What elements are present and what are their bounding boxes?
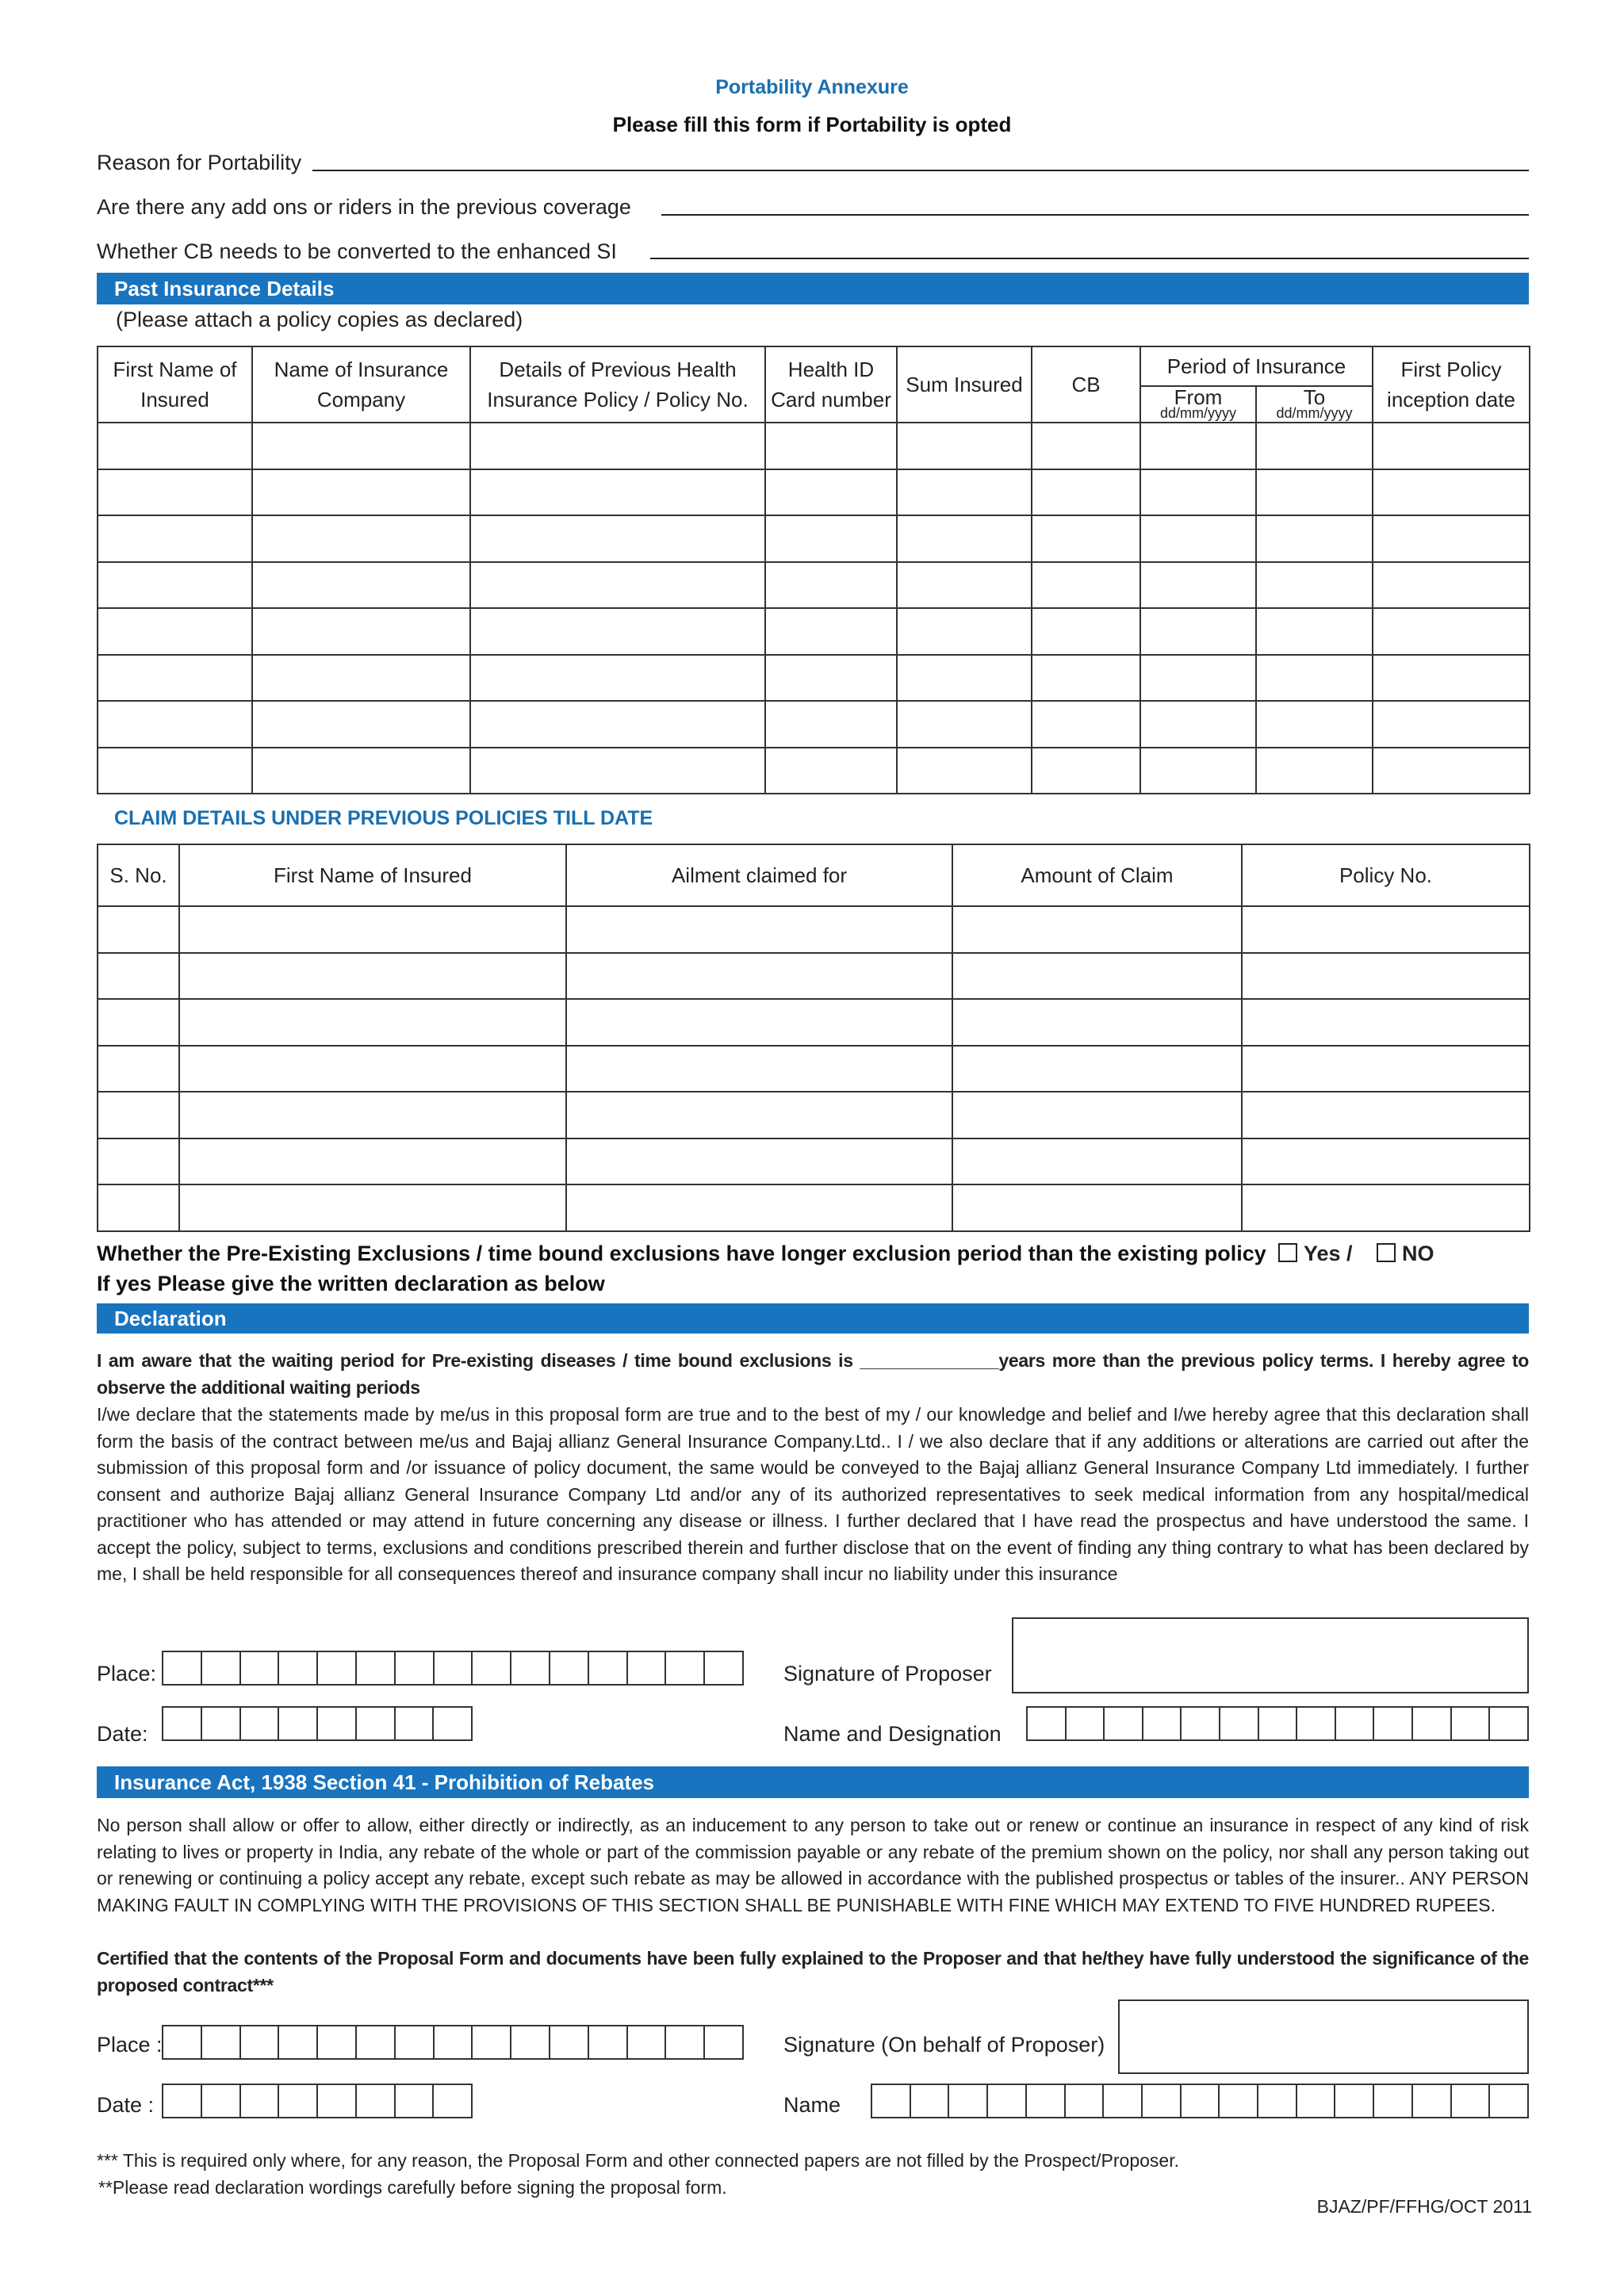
table-cell[interactable] bbox=[1032, 701, 1140, 748]
col-period: Period of Insurance bbox=[1140, 346, 1373, 386]
table-cell[interactable] bbox=[98, 608, 252, 655]
table-cell[interactable] bbox=[252, 701, 470, 748]
char-box[interactable] bbox=[435, 2026, 473, 2058]
table-cell[interactable] bbox=[1242, 906, 1530, 953]
no-option[interactable] bbox=[1377, 1242, 1434, 1266]
table-cell[interactable] bbox=[1032, 608, 1140, 655]
table-cell[interactable] bbox=[98, 562, 252, 609]
table-cell[interactable] bbox=[470, 748, 765, 794]
table-cell[interactable] bbox=[1140, 748, 1256, 794]
table-cell[interactable] bbox=[765, 655, 897, 702]
char-box[interactable] bbox=[241, 2026, 280, 2058]
table-cell[interactable] bbox=[1140, 701, 1256, 748]
table-cell[interactable] bbox=[897, 562, 1032, 609]
table-cell[interactable] bbox=[98, 469, 252, 516]
table-cell[interactable] bbox=[98, 515, 252, 562]
char-box[interactable] bbox=[279, 2085, 318, 2117]
signature-proposer-box[interactable] bbox=[1012, 1617, 1529, 1693]
table-cell[interactable] bbox=[765, 423, 897, 469]
to-label: To bbox=[1303, 385, 1326, 409]
col-first-name: First Name of Insured bbox=[98, 346, 252, 423]
table-cell[interactable] bbox=[1373, 701, 1530, 748]
decl-place-label: Place: bbox=[97, 1662, 157, 1686]
table-cell[interactable] bbox=[98, 1092, 179, 1138]
table-cell[interactable] bbox=[252, 423, 470, 469]
char-box[interactable] bbox=[1336, 1708, 1375, 1739]
table-row bbox=[98, 515, 1530, 562]
rebate-date-label: Date : bbox=[97, 2093, 155, 2117]
col-from bbox=[1140, 386, 1256, 423]
char-box[interactable] bbox=[589, 1652, 628, 1684]
table-row bbox=[98, 608, 1530, 655]
table-row bbox=[98, 1092, 1530, 1138]
table-cell[interactable] bbox=[1256, 701, 1373, 748]
table-cell[interactable] bbox=[566, 1046, 952, 1093]
table-cell[interactable] bbox=[98, 1138, 179, 1185]
table-cell[interactable] bbox=[765, 562, 897, 609]
table-cell[interactable] bbox=[1256, 423, 1373, 469]
char-box[interactable] bbox=[511, 2026, 550, 2058]
char-box[interactable] bbox=[1066, 2085, 1105, 2117]
form-subtitle: Please fill this form if Portability is opted bbox=[612, 113, 1012, 136]
table-cell[interactable] bbox=[179, 906, 566, 953]
char-box[interactable] bbox=[1105, 1708, 1143, 1739]
table-cell[interactable] bbox=[470, 701, 765, 748]
col-to bbox=[1256, 386, 1373, 423]
table-cell[interactable] bbox=[252, 562, 470, 609]
table-cell[interactable] bbox=[1032, 469, 1140, 516]
past-insurance-rows bbox=[98, 423, 1530, 794]
table-cell[interactable] bbox=[98, 748, 252, 794]
col-ailment: Ailment claimed for bbox=[566, 844, 952, 906]
reason-input-line[interactable] bbox=[312, 170, 1529, 171]
table-cell[interactable] bbox=[952, 1092, 1242, 1138]
table-cell[interactable] bbox=[1256, 562, 1373, 609]
char-box[interactable] bbox=[1182, 2085, 1220, 2117]
rebates-text: No person shall allow or offer to allow, either directly or indirectly, as an inducement to any person to take out or renew or continue an insurance in respect of any kind of risk relating to lives or property in India, any rebate of the whole or part of the commission payable or any rebate of the premium shown on the policy, nor shall any person taking out or renewing or continuing a policy accept any rebate, except such rebate as may be allowed in accordance with the published prospectus or tables of the insurer.. ANY PERSON MAKING FAULT IN COMPLYING WITH THE PROVISIONS OF THIS SECTION SHALL BE PUNISHABLE WITH FINE WHICH MAY EXTEND TO FIVE HUNDRED RUPEES. bbox=[97, 1815, 1529, 1915]
table-cell[interactable] bbox=[1242, 1092, 1530, 1138]
table-row bbox=[98, 469, 1530, 516]
table-cell[interactable] bbox=[179, 953, 566, 1000]
table-cell[interactable] bbox=[1373, 423, 1530, 469]
char-box[interactable] bbox=[163, 2026, 202, 2058]
table-cell[interactable] bbox=[1242, 1138, 1530, 1185]
table-row bbox=[98, 953, 1530, 1000]
col-policy-no: Policy No. bbox=[1242, 844, 1530, 906]
form-title: Portability Annexure bbox=[715, 76, 909, 98]
table-cell[interactable] bbox=[470, 469, 765, 516]
rebate-place-boxes[interactable] bbox=[162, 2025, 744, 2060]
table-cell[interactable] bbox=[179, 1184, 566, 1231]
table-cell[interactable] bbox=[566, 1092, 952, 1138]
exclusion-question: Whether the Pre-Existing Exclusions / time bound exclusions have longer exclusion period than the existing policy bbox=[97, 1242, 1266, 1265]
table-cell[interactable] bbox=[566, 999, 952, 1046]
char-box[interactable] bbox=[1413, 1708, 1452, 1739]
table-cell[interactable] bbox=[765, 748, 897, 794]
col-amount: Amount of Claim bbox=[952, 844, 1242, 906]
table-cell[interactable] bbox=[470, 608, 765, 655]
rebates-bar: Insurance Act, 1938 Section 41 - Prohibition of Rebates bbox=[97, 1766, 1529, 1798]
table-cell[interactable] bbox=[179, 1046, 566, 1093]
char-box[interactable] bbox=[434, 1708, 471, 1739]
declaration-bar: Declaration bbox=[97, 1303, 1529, 1334]
col-sno: S. No. bbox=[98, 844, 179, 906]
no-checkbox[interactable] bbox=[1377, 1243, 1396, 1262]
table-cell[interactable] bbox=[179, 999, 566, 1046]
table-cell[interactable] bbox=[98, 953, 179, 1000]
char-box[interactable] bbox=[1143, 2085, 1182, 2117]
decl-date-boxes[interactable] bbox=[162, 1706, 473, 1741]
char-box[interactable] bbox=[1067, 1708, 1105, 1739]
char-box[interactable] bbox=[1104, 2085, 1143, 2117]
name-designation-label: Name and Designation bbox=[783, 1722, 1002, 1746]
table-cell[interactable] bbox=[897, 748, 1032, 794]
char-box[interactable] bbox=[1182, 1708, 1220, 1739]
char-box[interactable] bbox=[434, 2085, 471, 2117]
table-row bbox=[98, 1046, 1530, 1093]
char-box[interactable] bbox=[1452, 1708, 1491, 1739]
footnote-2: **Please read declaration wordings carefully before signing the proposal form. bbox=[98, 2177, 727, 2198]
char-box[interactable] bbox=[550, 2026, 589, 2058]
char-box[interactable] bbox=[163, 1652, 202, 1684]
table-row bbox=[98, 423, 1530, 469]
char-box[interactable] bbox=[1258, 2085, 1297, 2117]
table-row bbox=[98, 906, 1530, 953]
table-cell[interactable] bbox=[897, 423, 1032, 469]
char-box[interactable] bbox=[1028, 1708, 1067, 1739]
cb-label: Whether CB needs to be converted to the enhanced SI bbox=[97, 239, 617, 263]
char-box[interactable] bbox=[628, 2026, 667, 2058]
col-company: Name of Insurance Company bbox=[252, 346, 470, 423]
char-box[interactable] bbox=[202, 2026, 241, 2058]
table-cell[interactable] bbox=[1032, 423, 1140, 469]
table-row bbox=[98, 701, 1530, 748]
table-cell[interactable] bbox=[897, 608, 1032, 655]
addons-label: Are there any add ons or riders in the previous coverage bbox=[97, 195, 631, 219]
char-box[interactable] bbox=[1490, 2085, 1527, 2117]
cb-input-line[interactable] bbox=[650, 258, 1529, 259]
char-box[interactable] bbox=[1220, 2085, 1258, 2117]
table-cell[interactable] bbox=[1373, 608, 1530, 655]
table-cell[interactable] bbox=[252, 469, 470, 516]
table-cell[interactable] bbox=[1242, 1184, 1530, 1231]
table-cell[interactable] bbox=[1032, 655, 1140, 702]
char-box[interactable] bbox=[1374, 1708, 1413, 1739]
table-cell[interactable] bbox=[1140, 469, 1256, 516]
table-cell[interactable] bbox=[98, 999, 179, 1046]
char-box[interactable] bbox=[396, 2026, 435, 2058]
char-box[interactable] bbox=[911, 2085, 950, 2117]
char-box[interactable] bbox=[1374, 2085, 1413, 2117]
col-first-policy: First Policy inception date bbox=[1373, 346, 1530, 423]
table-cell[interactable] bbox=[1242, 999, 1530, 1046]
table-cell[interactable] bbox=[765, 701, 897, 748]
char-box[interactable] bbox=[1143, 1708, 1182, 1739]
signature-proposer-label: Signature of Proposer bbox=[783, 1662, 992, 1686]
yes-option[interactable] bbox=[1278, 1242, 1353, 1266]
table-cell[interactable] bbox=[765, 515, 897, 562]
table-row bbox=[98, 655, 1530, 702]
table-row bbox=[98, 748, 1530, 794]
table-cell[interactable] bbox=[252, 655, 470, 702]
table-cell[interactable] bbox=[1373, 655, 1530, 702]
claims-heading: CLAIM DETAILS UNDER PREVIOUS POLICIES TILL DATE bbox=[114, 807, 653, 829]
table-row bbox=[98, 999, 1530, 1046]
table-cell[interactable] bbox=[470, 655, 765, 702]
table-cell[interactable] bbox=[1032, 562, 1140, 609]
col-details: Details of Previous Health Insurance Policy / Policy No. bbox=[470, 346, 765, 423]
from-label: From bbox=[1174, 385, 1223, 409]
char-box[interactable] bbox=[473, 1652, 511, 1684]
char-box[interactable] bbox=[1297, 2085, 1336, 2117]
char-box[interactable] bbox=[589, 2026, 628, 2058]
char-box[interactable] bbox=[473, 2026, 511, 2058]
char-box[interactable] bbox=[318, 2026, 357, 2058]
char-box[interactable] bbox=[163, 1708, 202, 1739]
char-box[interactable] bbox=[318, 1708, 357, 1739]
char-box[interactable] bbox=[1259, 1708, 1298, 1739]
char-box[interactable] bbox=[1335, 2085, 1374, 2117]
char-box[interactable] bbox=[279, 2026, 318, 2058]
attach-note: (Please attach a policy copies as declared) bbox=[116, 308, 523, 331]
form-code: BJAZ/PF/FFHG/OCT 2011 bbox=[1316, 2196, 1532, 2217]
signature-behalf-box[interactable] bbox=[1118, 1999, 1529, 2074]
char-box[interactable] bbox=[202, 2085, 241, 2117]
char-box[interactable] bbox=[1297, 1708, 1336, 1739]
char-box[interactable] bbox=[949, 2085, 988, 2117]
table-cell[interactable] bbox=[470, 562, 765, 609]
decl-place-boxes[interactable] bbox=[162, 1651, 744, 1686]
yes-label: Yes / bbox=[1304, 1242, 1353, 1265]
waiting-period-statement: I am aware that the waiting period for Pre-existing diseases / time bound exclusions is ______________years more than the previous policy terms. I hereby agree to observe the additional waiting periods bbox=[97, 1350, 1529, 1398]
table-cell[interactable] bbox=[470, 423, 765, 469]
char-box[interactable] bbox=[357, 1652, 396, 1684]
past-insurance-bar: Past Insurance Details bbox=[97, 273, 1529, 304]
table-cell[interactable] bbox=[897, 655, 1032, 702]
char-box[interactable] bbox=[872, 2085, 911, 2117]
table-cell[interactable] bbox=[1242, 953, 1530, 1000]
table-cell[interactable] bbox=[1140, 562, 1256, 609]
table-cell[interactable] bbox=[1373, 515, 1530, 562]
table-cell[interactable] bbox=[952, 1184, 1242, 1231]
decl-date-label: Date: bbox=[97, 1722, 148, 1746]
table-cell[interactable] bbox=[952, 1138, 1242, 1185]
char-box[interactable] bbox=[511, 1652, 550, 1684]
table-cell[interactable] bbox=[98, 655, 252, 702]
table-cell[interactable] bbox=[1140, 423, 1256, 469]
table-cell[interactable] bbox=[1256, 655, 1373, 702]
col-sum-insured: Sum Insured bbox=[897, 346, 1032, 423]
char-box[interactable] bbox=[357, 2026, 396, 2058]
table-cell[interactable] bbox=[566, 1184, 952, 1231]
char-box[interactable] bbox=[1027, 2085, 1066, 2117]
table-cell[interactable] bbox=[952, 1046, 1242, 1093]
exclusion-followup: If yes Please give the written declaration as below bbox=[97, 1272, 605, 1295]
table-cell[interactable] bbox=[179, 1138, 566, 1185]
char-box[interactable] bbox=[988, 2085, 1027, 2117]
table-cell[interactable] bbox=[566, 906, 952, 953]
table-cell[interactable] bbox=[1373, 748, 1530, 794]
char-box[interactable] bbox=[357, 1708, 396, 1739]
table-cell[interactable] bbox=[98, 423, 252, 469]
table-cell[interactable] bbox=[252, 515, 470, 562]
col-cb: CB bbox=[1032, 346, 1140, 423]
addons-input-line[interactable] bbox=[661, 214, 1529, 216]
char-box[interactable] bbox=[241, 2085, 280, 2117]
rebate-name-label: Name bbox=[783, 2093, 841, 2117]
table-cell[interactable] bbox=[1032, 515, 1140, 562]
to-format: dd/mm/yyyy bbox=[1276, 405, 1353, 421]
table-cell[interactable] bbox=[897, 469, 1032, 516]
table-cell[interactable] bbox=[252, 608, 470, 655]
table-cell[interactable] bbox=[952, 906, 1242, 953]
char-box[interactable] bbox=[396, 2085, 435, 2117]
rebate-date-boxes[interactable] bbox=[162, 2084, 473, 2118]
table-row bbox=[98, 1184, 1530, 1231]
char-box[interactable] bbox=[279, 1708, 318, 1739]
table-cell[interactable] bbox=[952, 953, 1242, 1000]
no-label: NO bbox=[1402, 1242, 1434, 1265]
table-cell[interactable] bbox=[1242, 1046, 1530, 1093]
char-box[interactable] bbox=[1490, 1708, 1527, 1739]
table-cell[interactable] bbox=[179, 1092, 566, 1138]
char-box[interactable] bbox=[279, 1652, 318, 1684]
table-cell[interactable] bbox=[897, 701, 1032, 748]
table-cell[interactable] bbox=[765, 608, 897, 655]
table-cell[interactable] bbox=[1140, 515, 1256, 562]
char-box[interactable] bbox=[1452, 2085, 1491, 2117]
table-cell[interactable] bbox=[1140, 608, 1256, 655]
from-format: dd/mm/yyyy bbox=[1159, 405, 1236, 421]
char-box[interactable] bbox=[318, 2085, 357, 2117]
table-cell[interactable] bbox=[1256, 469, 1373, 516]
reason-label: Reason for Portability bbox=[97, 151, 302, 174]
table-cell[interactable] bbox=[98, 906, 179, 953]
certified-text: Certified that the contents of the Proposal Form and documents have been fully explained to the Proposer and that he/they have fully understood the significance of the proposed contract*** bbox=[97, 1948, 1529, 1996]
table-cell[interactable] bbox=[897, 515, 1032, 562]
table-cell[interactable] bbox=[98, 701, 252, 748]
claims-rows bbox=[98, 906, 1530, 1231]
char-box[interactable] bbox=[666, 2026, 705, 2058]
table-cell[interactable] bbox=[98, 1046, 179, 1093]
char-box[interactable] bbox=[550, 1652, 589, 1684]
footnote-1: *** This is required only where, for any reason, the Proposal Form and other connected papers are not filled by the Prospect/Proposer. bbox=[97, 2150, 1179, 2171]
char-box[interactable] bbox=[202, 1708, 241, 1739]
char-box[interactable] bbox=[1413, 2085, 1452, 2117]
rebate-name-boxes[interactable] bbox=[871, 2084, 1529, 2118]
name-designation-boxes[interactable] bbox=[1026, 1706, 1529, 1741]
char-box[interactable] bbox=[396, 1708, 435, 1739]
table-cell[interactable] bbox=[1373, 469, 1530, 516]
char-box[interactable] bbox=[435, 1652, 473, 1684]
char-box[interactable] bbox=[241, 1652, 280, 1684]
rebate-place-label: Place : bbox=[97, 2033, 163, 2057]
declaration-text: I/we declare that the statements made by me/us in this proposal form are true and to the best of my / our knowledge and belief and I/we hereby agree that this declaration shall form the basis of the contract between me/us and Bajaj allianz General Insurance Company.Ltd.. I / we also declare that if any additions or alterations are carried out after the submission of this proposal form and /or issuance of policy document, the same would be conveyed to the Bajaj allianz General Insurance Company Ltd immediately. I further consent and authorize Bajaj allianz General Insurance Company Ltd and/or any of its authorized representatives to seek medical information from any hospital/medical practitioner who has attended or may attend in future concerning any disease or illness. I further declared that I have read the prospectus and have understood the same. I accept the policy, subject to terms, exclusions and conditions prescribed therein and further disclose that on the event of finding any thing contrary to what has been declared by me, I shall be held responsible for all consequences thereof and insurance company shall incur no liability under this insurance bbox=[97, 1404, 1529, 1584]
table-cell[interactable] bbox=[566, 953, 952, 1000]
table-cell[interactable] bbox=[1032, 748, 1140, 794]
char-box[interactable] bbox=[202, 1652, 241, 1684]
table-cell[interactable] bbox=[252, 748, 470, 794]
char-box[interactable] bbox=[628, 1652, 667, 1684]
char-box[interactable] bbox=[318, 1652, 357, 1684]
char-box[interactable] bbox=[357, 2085, 396, 2117]
yes-checkbox[interactable] bbox=[1278, 1243, 1297, 1262]
table-cell[interactable] bbox=[952, 999, 1242, 1046]
table-cell[interactable] bbox=[1256, 748, 1373, 794]
char-box[interactable] bbox=[705, 1652, 742, 1684]
char-box[interactable] bbox=[241, 1708, 280, 1739]
table-cell[interactable] bbox=[1256, 515, 1373, 562]
table-cell[interactable] bbox=[765, 469, 897, 516]
signature-behalf-label: Signature (On behalf of Proposer) bbox=[783, 2033, 1105, 2057]
table-row bbox=[98, 1138, 1530, 1185]
char-box[interactable] bbox=[1220, 1708, 1259, 1739]
table-cell[interactable] bbox=[1140, 655, 1256, 702]
table-cell[interactable] bbox=[1373, 562, 1530, 609]
col-health-id: Health ID Card number bbox=[765, 346, 897, 423]
char-box[interactable] bbox=[396, 1652, 435, 1684]
char-box[interactable] bbox=[163, 2085, 202, 2117]
past-insurance-table bbox=[97, 346, 1530, 794]
col-claim-first-name: First Name of Insured bbox=[179, 844, 566, 906]
char-box[interactable] bbox=[705, 2026, 742, 2058]
table-cell[interactable] bbox=[566, 1138, 952, 1185]
char-box[interactable] bbox=[666, 1652, 705, 1684]
table-cell[interactable] bbox=[1256, 608, 1373, 655]
table-cell[interactable] bbox=[470, 515, 765, 562]
claims-table bbox=[97, 844, 1530, 1232]
table-row bbox=[98, 562, 1530, 609]
table-cell[interactable] bbox=[98, 1184, 179, 1231]
